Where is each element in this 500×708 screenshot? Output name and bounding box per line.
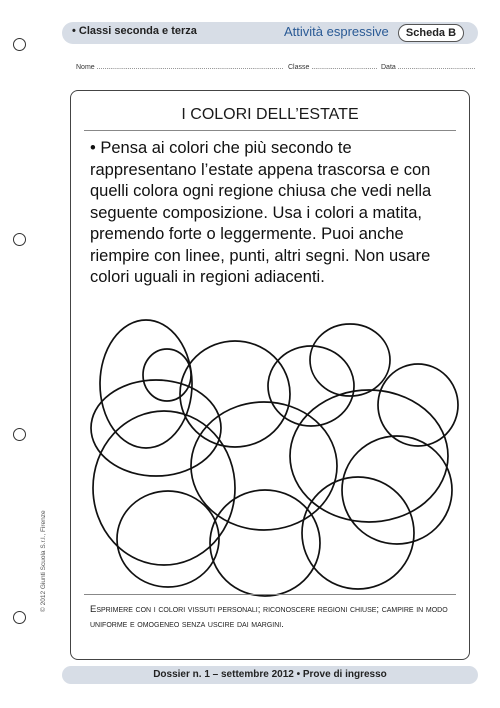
class-level-label: • Classi seconda e terza: [72, 25, 197, 37]
circle-4: [268, 346, 354, 426]
circle-10: [290, 390, 448, 522]
footer-text: Dossier n. 1 – settembre 2012 • Prove di ingresso: [153, 669, 387, 680]
learning-objectives-caption: Esprimere con i colori vissuti personali; riconoscere regioni chiuse; campire in modo uniforme e omogeneo senza uscire dai margini.: [90, 604, 448, 630]
section-title: Attività espressive: [284, 24, 389, 39]
sheet-badge: Scheda B: [398, 24, 464, 42]
caption-divider: [84, 594, 456, 595]
circle-8: [93, 411, 235, 565]
name-field: Nome ................................................................................................: [76, 64, 284, 71]
class-field: Classe ..................................: [288, 64, 378, 71]
date-field: Data ........................................: [381, 64, 476, 71]
instructions-text: • Pensa ai colori che più secondo te rappresentano l’estate appena trascorsa e con quelli colora ogni regione chiusa che vedi nella seguente composizione. Usa i colori a matita, premendo forte o leggermente. Puoi anche riempire con linee, punti, altri segni. Non usare colori uguali in regioni adiacenti.: [90, 139, 432, 286]
circle-9: [191, 402, 337, 530]
circle-7: [91, 380, 221, 476]
circle-12: [117, 491, 219, 587]
copyright-note: © 2012 Giunti Scuola S.r.l., Firenze: [40, 510, 47, 612]
worksheet-title: I COLORI DELL’ESTATE: [181, 106, 359, 123]
circle-5: [310, 324, 390, 396]
circle-1: [100, 320, 192, 448]
circle-11: [342, 436, 452, 544]
circle-3: [180, 341, 290, 447]
